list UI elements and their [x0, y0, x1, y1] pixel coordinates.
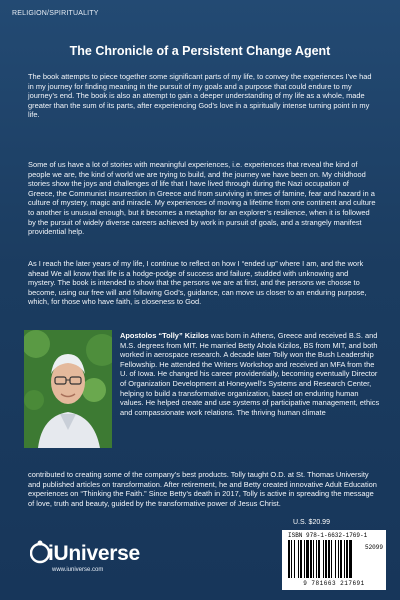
barcode-bar [291, 540, 292, 578]
barcode-bar [328, 540, 330, 578]
barcode-bar [298, 540, 299, 578]
barcode-bar [344, 540, 345, 578]
publisher-name: iUniverse [48, 542, 140, 565]
barcode-bar [331, 540, 332, 578]
barcode-bar [318, 540, 320, 578]
isbn-label: ISBN 978-1-6632-1769-1 [288, 532, 368, 539]
book-title: The Chronicle of a Persistent Change Agent [69, 44, 331, 58]
isbn-line [288, 532, 380, 539]
barcode-bar [323, 540, 324, 578]
barcode-bar [349, 540, 352, 578]
barcode-bar [346, 540, 348, 578]
barcode-bar [288, 540, 290, 578]
description-paragraph-3: As I reach the later years of my life, I continue to reflect on how I “ended up” where I am, and the work ahead We all know that life is a hodge-podge of success and failure, studded with unknowing and mystery. The book is intended to show that the persons we are at first, and the persons we choose to become, using our free will and following God’s, guidance, can move us closer to an enduring purpose, which, for those who have faith, is closeness to God. [28, 259, 367, 307]
barcode-bar [306, 540, 309, 578]
iuniverse-logo-icon [30, 540, 50, 564]
barcode-bar [300, 540, 302, 578]
barcode-bar [340, 540, 342, 578]
price-label: U.S. $20.99 [293, 519, 330, 526]
barcode-bar [294, 540, 295, 578]
author-name: Apostolos “Tolly” Kizilos [120, 331, 209, 340]
barcode-bar [310, 540, 312, 578]
barcode-bar [325, 540, 327, 578]
description-paragraph-2: Some of us have a lot of stories with meaningful experiences, i.e. experiences that reveal the kind of people we are, the kind of world we are trying to build, and the journey we have been on. My childhood stories show the joys and challenges of life that I have lived through during the Nazi occupation of Greece, the Communist insurrection in Greece and from surviving in times of famine, fear and hazard in a culture of mystery, magic and miracle. My experiences of moving a lifetime from one continent and culture to another is unusual enough, but it becomes a metaphor for an explorer’s resilience, when it is followed by the pursuit of widely diverse careers achieved by work in pursuit of goals, and a strangely manifest providential help. [28, 160, 376, 237]
barcode-bar [338, 540, 339, 578]
author-bio-top [120, 331, 382, 417]
barcode-bar [316, 540, 317, 578]
category-label: RELIGION/SPIRITUALITY [12, 10, 99, 17]
description-paragraph-1: The book attempts to piece together some significant parts of my life, to convey the experiences I’ve had in my journey for finding meaning in the pursuit of my goals and a purpose that could endure to my journey’s end. The book is also an attempt to gain a deeper understanding of my life as a whole, made greater than the sum of its parts, after experiencing God’s love in a spiritually intense turning point in my life. [28, 72, 372, 120]
publisher-url: www.iuniverse.com [52, 567, 104, 573]
barcode-bar [313, 540, 314, 578]
barcode-bar [304, 540, 305, 578]
barcode [282, 530, 386, 590]
author-photo [24, 330, 112, 448]
author-bio-continued: contributed to creating some of the company’s best products. Tolly taught O.D. at St. Thomas University and published articles on transformation. After retirement, he and Betty created innovative Adult Education experiences on “Thinking the Faith.” Since Betty’s death in 2017, Tolly is active in spreading the message of love, truth and beauty, guided by the transformative power of Jesus Christ. [28, 470, 377, 508]
price-code: 52099 [364, 544, 383, 551]
author-bio-text: was born in Athens, Greece and received B.S. and M.S. degrees from MIT. He married Betty Ahola Kizilos, BS from MIT, and both worked in aerospace research. A decade later Tolly won the Bush Leadership Fellowship. He attended the Writers Workshop and received an MFA from the U. of Iowa. He changed his career providentially, becoming eventually Director of Organization Development at Honeywell’s Systems and Research Center, helping to build a transformative organization, based on enduring human values. He helped create and use systems of participative management, ethics and compassionate work relations. The thriving human climate [120, 331, 380, 417]
barcode-bar [335, 540, 336, 578]
barcode-digits: 9 781663 217691 [303, 580, 365, 587]
